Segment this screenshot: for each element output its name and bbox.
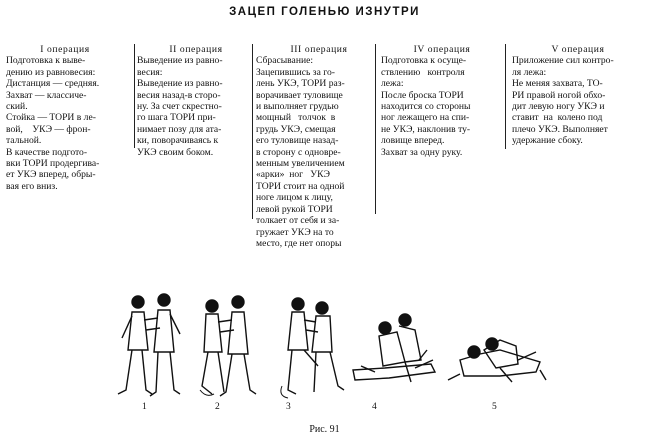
column-text: Приложение сил контро- ля лежа: Не меняя захвата, ТО- РИ правой ногой обхо- дит левую ногу УКЭ и ставит на колено под плечо УКЭ. Выполняет удержание сбоку. — [512, 55, 614, 147]
figure-1-illustration — [108, 290, 188, 408]
column-heading: I операция — [40, 44, 90, 55]
column-operation-4 — [381, 44, 503, 158]
figure-number: 5 — [492, 402, 497, 412]
page-title: ЗАЦЕП ГОЛЕНЬЮ ИЗНУТРИ — [229, 6, 420, 18]
figure-5-illustration — [440, 290, 550, 408]
column-text: Подготовка к осуще- ствлению контроля лежа: После броска ТОРИ находится со стороны ног лежащего на спи- не УКЭ, наклонив ту- ловище вперед. Захват за одну руку. — [381, 55, 471, 158]
figure-number: 1 — [142, 402, 147, 412]
column-divider — [252, 44, 253, 219]
column-operation-1 — [6, 44, 124, 192]
column-heading: II операция — [169, 44, 223, 55]
figure-2-illustration — [190, 290, 262, 408]
figure-caption: Рис. 91 — [309, 424, 340, 435]
column-text: Сбрасывание: Зацепившись за го- лень УКЭ, ТОРИ раз- ворачивает туловище и выполняет грудью мощный толчок в грудь УКЭ, смещая его туловище назад- в сторону с одновре- менным увеличением «арки» ног УКЭ ТОРИ стоит на одной ноге лицом к лицу, левой рукой ТОРИ толкает от себя и за- гружает УКЭ на то место, где нет опоры — [256, 55, 345, 249]
column-text: Подготовка к выве- дению из равновесия: Дистанция — средняя. Захват — классиче- ский. Стойка — ТОРИ в ле- вой, УКЭ — фрон- тальной. В качестве подгото- вки ТОРИ продергива- ет УКЭ вперед, обры- вая его вниз. — [6, 55, 100, 192]
column-operation-5 — [512, 44, 644, 147]
column-text: Выведение из равно- весия: Выведение из равно- весия назад-в сторо- ну. За счет скрестно- го шага ТОРИ при- нимает позу для ата- ки, поворачиваясь к УКЭ своим боком. — [137, 55, 223, 158]
column-heading: V операция — [551, 44, 605, 55]
figure-number: 4 — [372, 402, 377, 412]
figure-4-illustration — [345, 290, 440, 408]
figure-3-illustration — [268, 290, 348, 408]
column-heading: III операция — [290, 44, 348, 55]
column-heading: IV операция — [413, 44, 471, 55]
column-divider — [375, 44, 376, 214]
column-operation-2 — [137, 44, 255, 158]
figure-number: 2 — [215, 402, 220, 412]
column-divider — [134, 44, 135, 148]
column-operation-3 — [256, 44, 382, 249]
figure-number: 3 — [286, 402, 291, 412]
column-divider — [505, 44, 506, 149]
